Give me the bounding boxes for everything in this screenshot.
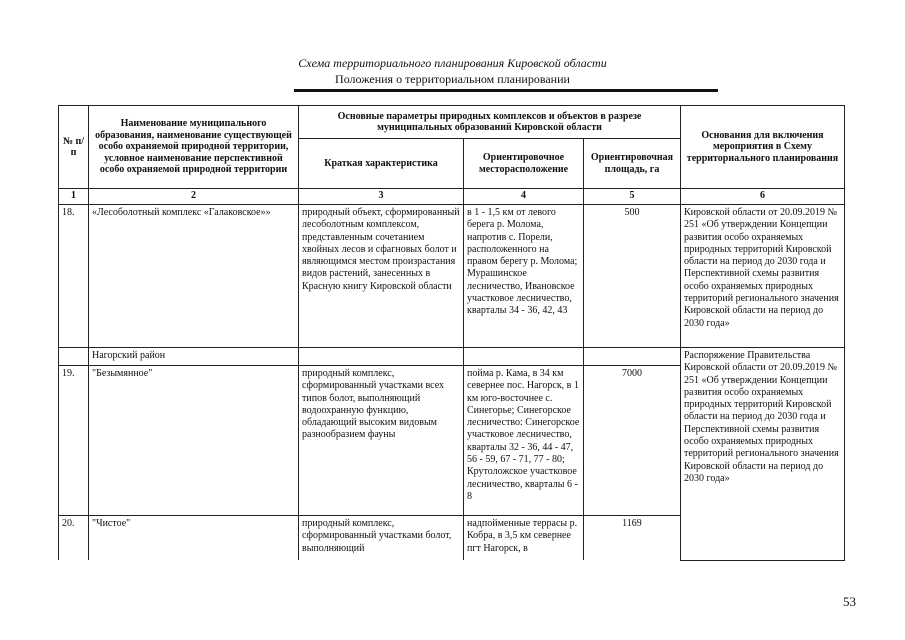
col-number: 5 bbox=[584, 189, 681, 205]
region-empty-cell bbox=[584, 348, 681, 366]
col-header-basis: Основания для включения мероприятия в Схему территориального планирования bbox=[681, 106, 845, 189]
row-brief: природный комплекс, сформированный участками всех типов болот, выполняющий водоохранную функцию, обладающий высоким видовым разнообразием фауны bbox=[299, 366, 464, 516]
document-subtitle: Положения о территориальном планировании bbox=[335, 72, 570, 86]
row-name: «Лесоболотный комплекс «Галаковское»» bbox=[89, 205, 299, 348]
col-header-name: Наименование муниципального образования, наименование существующей особо охраняемой природной территории, условное наименование перспективной особо охраняемой природной территории bbox=[89, 106, 299, 189]
table-row bbox=[59, 205, 845, 348]
header-row-1 bbox=[59, 106, 845, 139]
row-brief: природный объект, сформированный лесоболотным комплексом, представленным сочетанием хвойных лесов и сфагновых болот и являющимся местом произрастания видов растений, занесенных в Красную книгу Кировской области bbox=[299, 205, 464, 348]
row-num: 20. bbox=[59, 516, 89, 561]
page-number: 53 bbox=[843, 594, 856, 609]
col-header-location: Ориентировочное месторасположение bbox=[464, 139, 584, 189]
col-number: 1 bbox=[59, 189, 89, 205]
row-name: "Безымянное" bbox=[89, 366, 299, 516]
col-header-area: Ориентировочная площадь, га bbox=[584, 139, 681, 189]
col-header-num: № п/п bbox=[59, 106, 89, 189]
row-location-text: надпойменные террасы р. Кобра, в 3,5 км севернее пгт Нагорск, в bbox=[467, 518, 578, 554]
row-brief bbox=[299, 516, 464, 561]
row-area: 7000 bbox=[584, 366, 681, 516]
col-number: 6 bbox=[681, 189, 845, 205]
col-number: 4 bbox=[464, 189, 584, 205]
region-row bbox=[59, 348, 845, 366]
region-empty-cell bbox=[464, 348, 584, 366]
row-num: 18. bbox=[59, 205, 89, 348]
row-location: в 1 - 1,5 км от левого берега р. Молома, напротив с. Порели, расположенного на правом берегу р. Молома; Мурашинское лесничество, Ивановское участковое лесничество, кварталы 34 - 36, 42, 43 bbox=[464, 205, 584, 348]
col-header-brief: Краткая характеристика bbox=[299, 139, 464, 189]
row-basis-nagorsk: Распоряжение Правительства Кировской области от 20.09.2019 № 251 «Об утверждении Концепции развития особо охраняемых природных территорий Кировской области на период до 2030 года и Перспективной схемы развития особо охраняемых природных территорий регионального значения Кировской области на период до 2030 года» bbox=[681, 348, 845, 561]
row-name: "Чистое" bbox=[89, 516, 299, 561]
header-rule bbox=[294, 89, 718, 92]
territory-table bbox=[58, 105, 845, 561]
region-empty-cell bbox=[299, 348, 464, 366]
row-area: 1169 bbox=[584, 516, 681, 561]
row-num: 19. bbox=[59, 366, 89, 516]
column-number-row bbox=[59, 189, 845, 205]
row-location bbox=[464, 516, 584, 561]
col-header-params: Основные параметры природных комплексов и объектов в разрезе муниципальных образований Кировской области bbox=[299, 106, 681, 139]
col-number: 2 bbox=[89, 189, 299, 205]
col-number: 3 bbox=[299, 189, 464, 205]
row-basis: Кировской области от 20.09.2019 № 251 «Об утверждении Концепции развития особо охраняемых природных территорий Кировской области на период до 2030 года и Перспективной схемы развития особо охраняемых природных территорий регионального значения Кировской области на период до 2030 года» bbox=[681, 205, 845, 348]
region-name: Нагорский район bbox=[89, 348, 299, 366]
row-location: пойма р. Кама, в 34 км севернее пос. Нагорск, в 1 км юго-восточнее с. Синегорье; Синегорское лесничество: Синегорское участковое лесничество, кварталы 32 - 36, 44 - 47, 56 - 59, 67 - 71, 77 - 80; Крутоложское участковое лесничество, кварталы 6 - 8 bbox=[464, 366, 584, 516]
region-num-cell bbox=[59, 348, 89, 366]
document-title: Схема территориального планирования Кировской области bbox=[298, 56, 607, 70]
row-area: 500 bbox=[584, 205, 681, 348]
row-brief-text: природный комплекс, сформированный участками болот, выполняющий bbox=[302, 518, 452, 554]
